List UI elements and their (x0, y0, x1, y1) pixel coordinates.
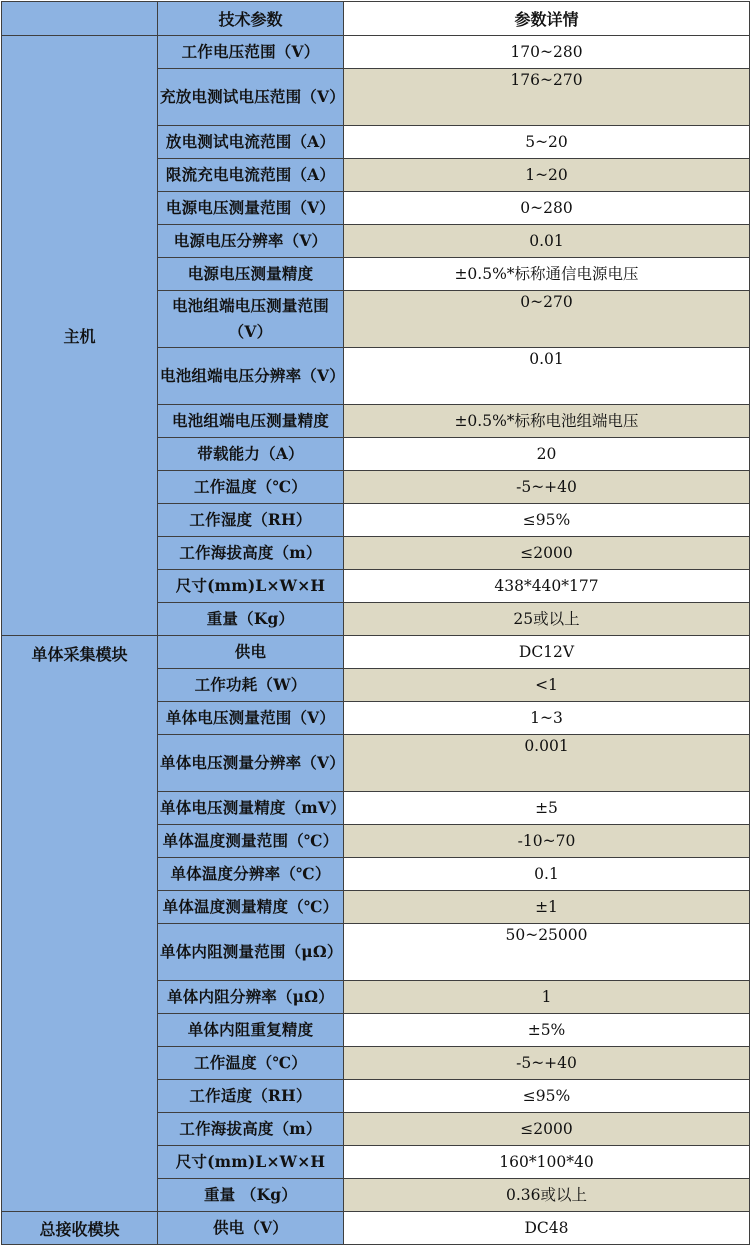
value-cell: 0.1 (344, 858, 750, 891)
value-cell: <1 (344, 669, 750, 702)
value-cell: 5~20 (344, 126, 750, 159)
header-group-cell (2, 2, 158, 36)
param-cell: 单体温度测量精度（℃） (158, 891, 344, 924)
param-cell: 工作适度（RH） (158, 1080, 344, 1113)
param-cell: 尺寸(mm)L×W×H (158, 1146, 344, 1179)
value-cell: DC12V (344, 636, 750, 669)
param-cell: 放电测试电流范围（A） (158, 126, 344, 159)
group-main: 主机 (2, 36, 158, 636)
param-cell: 电源电压测量精度 (158, 258, 344, 291)
table-row (2, 1212, 750, 1245)
value-cell: 1 (344, 981, 750, 1014)
param-cell: 电池组端电压测量精度 (158, 405, 344, 438)
param-cell: 单体内阻重复精度 (158, 1014, 344, 1047)
param-cell: 单体温度测量范围（℃） (158, 825, 344, 858)
param-cell: 重量 （Kg） (158, 1179, 344, 1212)
param-cell: 电源电压分辨率（V） (158, 225, 344, 258)
param-cell: 尺寸(mm)L×W×H (158, 570, 344, 603)
value-cell: 1~3 (344, 702, 750, 735)
param-cell: 单体温度分辨率（℃） (158, 858, 344, 891)
param-cell: 工作温度（℃） (158, 471, 344, 504)
param-cell: 工作功耗（W） (158, 669, 344, 702)
value-cell: ±5% (344, 1014, 750, 1047)
value-cell: ≤95% (344, 1080, 750, 1113)
header-value-cell: 参数详情 (344, 2, 750, 36)
param-cell: 重量（Kg） (158, 603, 344, 636)
param-cell: 工作电压范围（V） (158, 36, 344, 69)
param-cell: 单体电压测量范围（V） (158, 702, 344, 735)
value-cell: 0~280 (344, 192, 750, 225)
param-cell: 工作海拔高度（m） (158, 1113, 344, 1146)
value-cell: ±5 (344, 792, 750, 825)
value-cell: 20 (344, 438, 750, 471)
param-cell: 供电（V） (158, 1212, 344, 1245)
value-cell: ±0.5%*标称通信电源电压 (344, 258, 750, 291)
value-cell: 1~20 (344, 159, 750, 192)
value-cell: ≤95% (344, 504, 750, 537)
param-cell: 工作海拔高度（m） (158, 537, 344, 570)
table-row (2, 636, 750, 669)
value-cell: ±0.5%*标称电池组端电压 (344, 405, 750, 438)
param-cell: 供电 (158, 636, 344, 669)
header-row (2, 2, 750, 36)
value-cell: 0.01 (344, 225, 750, 258)
value-cell: 438*440*177 (344, 570, 750, 603)
param-cell: 电源电压测量范围（V） (158, 192, 344, 225)
header-param-cell: 技术参数 (158, 2, 344, 36)
value-cell: -10~70 (344, 825, 750, 858)
value-cell: 170~280 (344, 36, 750, 69)
param-cell: 单体电压测量分辨率（V） (158, 735, 344, 792)
value-cell: ≤2000 (344, 1113, 750, 1146)
param-cell: 电池组端电压测量范围（V） (158, 291, 344, 348)
value-cell: 0~270 (344, 291, 750, 348)
value-cell: DC48 (344, 1212, 750, 1245)
group-cell-module: 单体采集模块 (2, 636, 158, 1212)
param-cell: 限流充电电流范围（A） (158, 159, 344, 192)
param-cell: 电池组端电压分辨率（V） (158, 348, 344, 405)
value-cell: 176~270 (344, 69, 750, 126)
value-cell: 0.001 (344, 735, 750, 792)
value-cell: -5~+40 (344, 1047, 750, 1080)
value-cell: 0.01 (344, 348, 750, 405)
value-cell: 160*100*40 (344, 1146, 750, 1179)
param-cell: 工作温度（℃） (158, 1047, 344, 1080)
param-cell: 单体内阻测量范围（μΩ） (158, 924, 344, 981)
param-cell: 充放电测试电压范围（V） (158, 69, 344, 126)
param-cell: 单体电压测量精度（mV） (158, 792, 344, 825)
param-cell: 工作湿度（RH） (158, 504, 344, 537)
value-cell: 0.36或以上 (344, 1179, 750, 1212)
table-row (2, 36, 750, 69)
value-cell: -5~+40 (344, 471, 750, 504)
param-cell: 单体内阻分辨率（μΩ） (158, 981, 344, 1014)
value-cell: ±1 (344, 891, 750, 924)
value-cell: ≤2000 (344, 537, 750, 570)
spec-table (1, 1, 750, 1245)
group-receiver-module: 总接收模块 (2, 1212, 158, 1245)
value-cell: 50~25000 (344, 924, 750, 981)
param-cell: 带载能力（A） (158, 438, 344, 471)
value-cell: 25或以上 (344, 603, 750, 636)
